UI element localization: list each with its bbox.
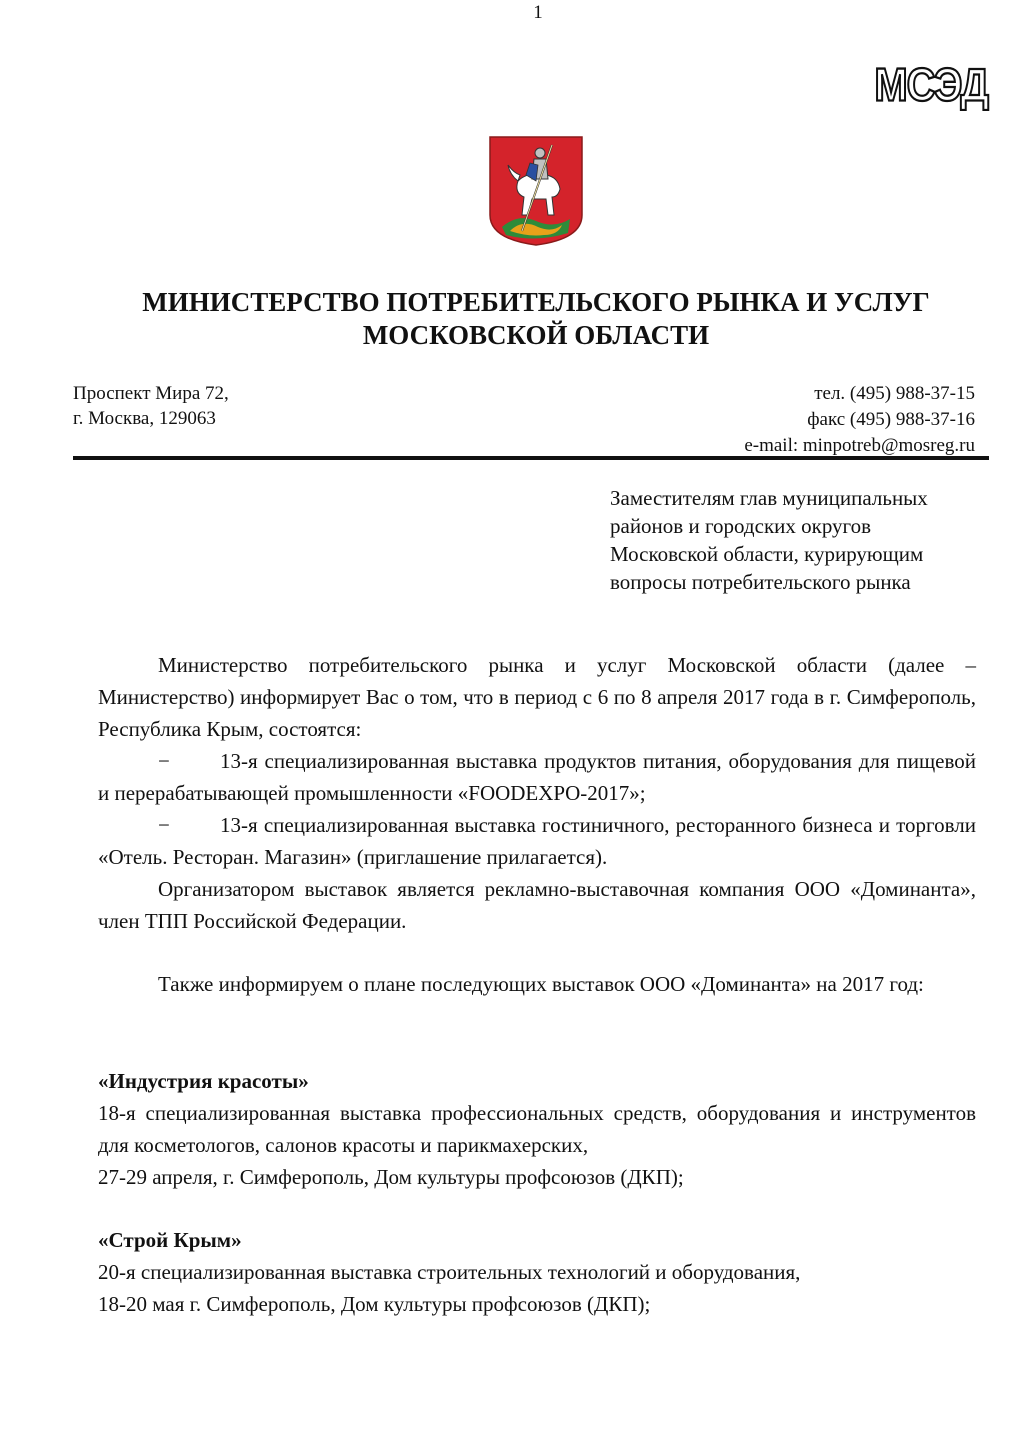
contact-phone: тел. (495) 988-37-15 <box>814 383 975 404</box>
exhibition-item-text: 13-я специализированная выставка продуктов питания, оборудования для пищевой и перерабатывающей промышленности «FOODEXPO-2017»; <box>98 749 976 805</box>
recipient-block <box>610 484 928 596</box>
exhibition-item-text: 13-я специализированная выставка гостиничного, ресторанного бизнеса и торговли «Отель. Ресторан. Магазин» (приглашение прилагается). <box>98 813 976 869</box>
page-number: 1 <box>533 2 543 23</box>
exhibition-block <box>98 1224 976 1320</box>
dash-marker: − <box>158 749 170 773</box>
recipient-line: вопросы потребительского рынка <box>610 570 911 594</box>
exhibition-description: 18-я специализированная выставка профессиональных средств, оборудования и инструментов для косметологов, салонов красоты и парикмахерских, <box>98 1101 976 1157</box>
exhibition-date-place: 27-29 апреля, г. Симферополь, Дом культуры профсоюзов (ДКП); <box>98 1165 684 1189</box>
recipient-line: Московской области, курирующим <box>610 542 924 566</box>
exhibition-description: 20-я специализированная выставка строительных технологий и оборудования, <box>98 1260 801 1284</box>
intro-paragraph: Министерство потребительского рынка и услуг Московской области (далее – Министерство) информирует Вас о том, что в период с 6 по 8 апреля 2017 года в г. Симферополь, Республика Крым, состоятся: <box>98 653 976 741</box>
ministry-title <box>0 286 1026 352</box>
coat-of-arms-icon <box>488 135 584 247</box>
plan-paragraph: Также информируем о плане последующих выставок ООО «Доминанта» на 2017 год: <box>158 972 924 996</box>
recipient-line: Заместителям глав муниципальных <box>610 486 928 510</box>
exhibition-date-place: 18-20 мая г. Симферополь, Дом культуры профсоюзов (ДКП); <box>98 1292 651 1316</box>
ministry-contacts <box>744 381 975 459</box>
exhibition-title: «Строй Крым» <box>98 1228 242 1252</box>
msed-stamp: МСЭД <box>874 60 988 111</box>
organizer-paragraph: Организатором выставок является рекламно-выставочная компания ООО «Доминанта», член ТПП Российской Федерации. <box>98 877 976 933</box>
exhibition-list-item <box>98 745 976 809</box>
contact-email[interactable]: e-mail: minpotreb@mosreg.ru <box>744 435 975 456</box>
exhibition-list-item <box>98 809 976 873</box>
address-street: Проспект Мира 72, <box>73 383 229 404</box>
header-divider <box>73 456 989 460</box>
address-city: г. Москва, 129063 <box>73 408 216 429</box>
letter-body <box>98 649 976 937</box>
plan-paragraph-block <box>98 968 976 1000</box>
ministry-title-line1: МИНИСТЕРСТВО ПОТРЕБИТЕЛЬСКОГО РЫНКА И УСЛУГ <box>142 287 930 317</box>
ministry-address <box>73 381 229 431</box>
exhibition-block <box>98 1065 976 1193</box>
ministry-title-line2: МОСКОВСКОЙ ОБЛАСТИ <box>362 320 710 350</box>
exhibition-title: «Индустрия красоты» <box>98 1069 309 1093</box>
dash-marker: − <box>158 813 170 837</box>
contact-fax: факс (495) 988-37-16 <box>807 409 975 430</box>
recipient-line: районов и городских округов <box>610 514 872 538</box>
